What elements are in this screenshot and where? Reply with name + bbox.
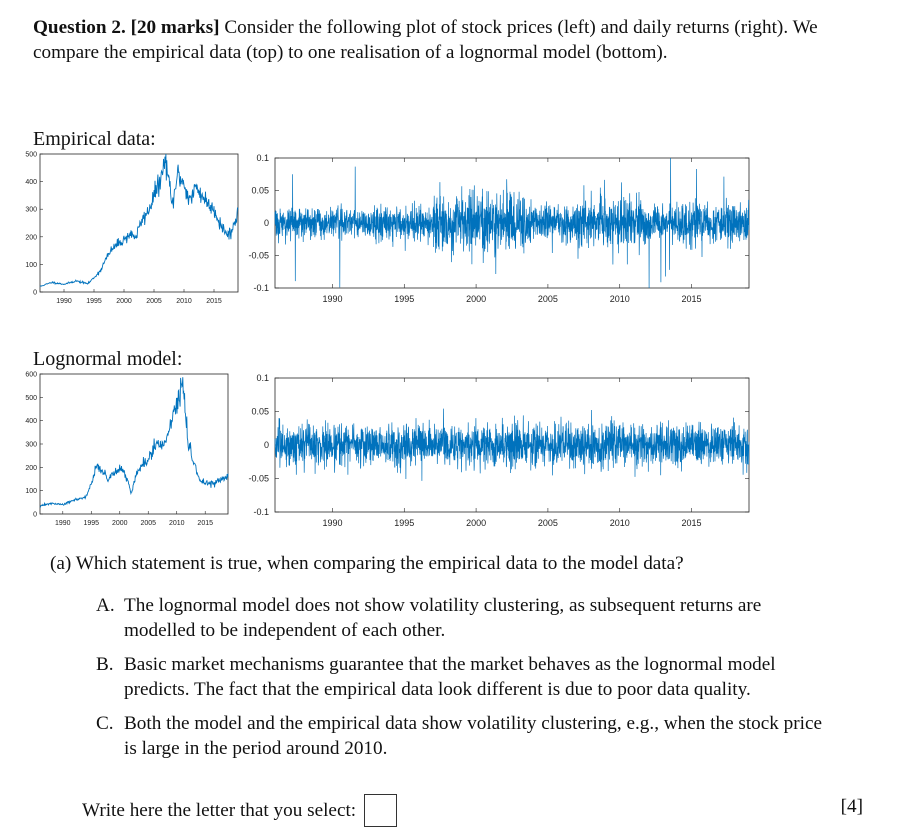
option-b-letter: B. — [96, 654, 114, 675]
answer-box[interactable] — [364, 794, 397, 827]
lognormal-returns-xtick-label-0: 1990 — [322, 518, 343, 528]
lognormal-price-ytick-label-5: 500 — [25, 394, 37, 402]
empirical-returns-ytick-label-1: -0.05 — [248, 250, 269, 261]
lognormal-title: Lognormal model: — [33, 348, 183, 370]
empirical-price-xtick-label-3: 2005 — [146, 298, 162, 305]
empirical-returns-returns-series-line — [275, 158, 749, 288]
lognormal-returns-ytick-label-1: -0.05 — [248, 473, 269, 484]
part-a-marks: [4] — [840, 796, 863, 817]
question-marks: [20 marks] — [130, 17, 220, 38]
empirical-returns-ytick-label-0: -0.1 — [253, 283, 269, 293]
lognormal-price-xtick-label-3: 2005 — [140, 520, 157, 527]
lognormal-price-xtick-label-2: 2000 — [111, 520, 128, 527]
lognormal-returns-ytick-label-0: -0.1 — [253, 507, 269, 517]
options-list — [96, 594, 836, 771]
empirical-returns-xtick-label-4: 2010 — [609, 294, 630, 304]
lognormal-price-ytick-label-2: 200 — [25, 464, 37, 472]
lognormal-returns-xtick-label-1: 1995 — [394, 518, 415, 528]
lognormal-price-xtick-label-1: 1995 — [83, 520, 100, 527]
empirical-price-ytick-label-5: 500 — [25, 151, 37, 159]
empirical-returns-ytick-label-4: 0.1 — [256, 153, 269, 163]
lognormal-returns-xtick-label-4: 2010 — [609, 518, 630, 528]
part-a-prompt: (a) Which statement is true, when comparing the empirical data to the model data? — [50, 553, 684, 574]
lognormal-price-xtick-label-5: 2015 — [197, 520, 214, 527]
option-a-text: The lognormal model does not show volatility clustering, as subsequent returns are modelled to be independent of each other. — [124, 595, 762, 641]
empirical-price-ytick-label-1: 100 — [25, 261, 37, 269]
empirical-price-xtick-label-1: 1995 — [86, 298, 102, 305]
lognormal-price-ytick-label-6: 600 — [25, 371, 37, 379]
empirical-price-price-series-line — [40, 154, 238, 287]
empirical-price-ytick-label-0: 0 — [33, 289, 37, 297]
empirical-returns-xtick-label-5: 2015 — [681, 294, 702, 304]
answer-row — [82, 794, 397, 827]
empirical-price-xtick-label-5: 2015 — [206, 298, 222, 305]
lognormal-price-price-series-line — [40, 377, 228, 507]
question-header — [33, 16, 833, 65]
empirical-plots — [0, 146, 897, 316]
empirical-price-xtick-label-4: 2010 — [176, 298, 192, 305]
lognormal-returns-returns-series-line — [275, 409, 749, 481]
lognormal-price-ytick-label-0: 0 — [33, 511, 37, 519]
empirical-returns-xtick-label-2: 2000 — [466, 294, 487, 304]
lognormal-price-ytick-label-4: 400 — [25, 418, 37, 426]
question-number: Question 2. — [33, 17, 126, 38]
question-intro: Consider the following plot of stock prices (left) and daily returns (right). We compare the empirical data (top) to one realisation of a lognormal model (bottom). — [33, 17, 818, 63]
lognormal-price-axes-box — [40, 374, 228, 514]
lognormal-returns-xtick-label-2: 2000 — [466, 518, 487, 528]
empirical-title: Empirical data: — [33, 128, 156, 150]
option-b-text: Basic market mechanisms guarantee that the market behaves as the lognormal model predicts. The fact that the empirical data look different is due to poor data quality. — [124, 654, 776, 700]
empirical-price-axes-box — [40, 154, 238, 292]
lognormal-returns-ytick-label-2: 0 — [263, 440, 269, 450]
option-a — [96, 594, 836, 643]
option-b — [96, 653, 836, 702]
empirical-price-xtick-label-2: 2000 — [116, 298, 132, 305]
option-c — [96, 712, 836, 761]
empirical-price-xtick-label-0: 1990 — [56, 298, 72, 305]
empirical-returns-xtick-label-1: 1995 — [394, 294, 415, 304]
empirical-price-ytick-label-4: 400 — [25, 179, 37, 187]
lognormal-returns-xtick-label-3: 2005 — [537, 518, 558, 528]
lognormal-price-ytick-label-1: 100 — [25, 488, 37, 496]
empirical-price-ytick-label-2: 200 — [25, 234, 37, 242]
option-c-letter: C. — [96, 713, 114, 734]
empirical-returns-ytick-label-2: 0 — [263, 218, 269, 228]
empirical-returns-xtick-label-3: 2005 — [537, 294, 558, 304]
lognormal-plots — [0, 366, 897, 536]
lognormal-price-xtick-label-0: 1990 — [54, 520, 71, 527]
empirical-returns-xtick-label-0: 1990 — [322, 294, 343, 304]
lognormal-returns-xtick-label-5: 2015 — [681, 518, 702, 528]
answer-prompt: Write here the letter that you select: — [82, 799, 357, 821]
option-a-letter: A. — [96, 595, 115, 616]
empirical-price-ytick-label-3: 300 — [25, 206, 37, 214]
option-c-text: Both the model and the empirical data show volatility clustering, e.g., when the stock price is large in the period around 2010. — [124, 713, 823, 759]
lognormal-returns-ytick-label-4: 0.1 — [256, 373, 269, 383]
lognormal-price-xtick-label-4: 2010 — [168, 520, 185, 527]
lognormal-returns-ytick-label-3: 0.05 — [251, 406, 269, 417]
empirical-returns-ytick-label-3: 0.05 — [251, 185, 269, 196]
lognormal-price-ytick-label-3: 300 — [25, 441, 37, 449]
